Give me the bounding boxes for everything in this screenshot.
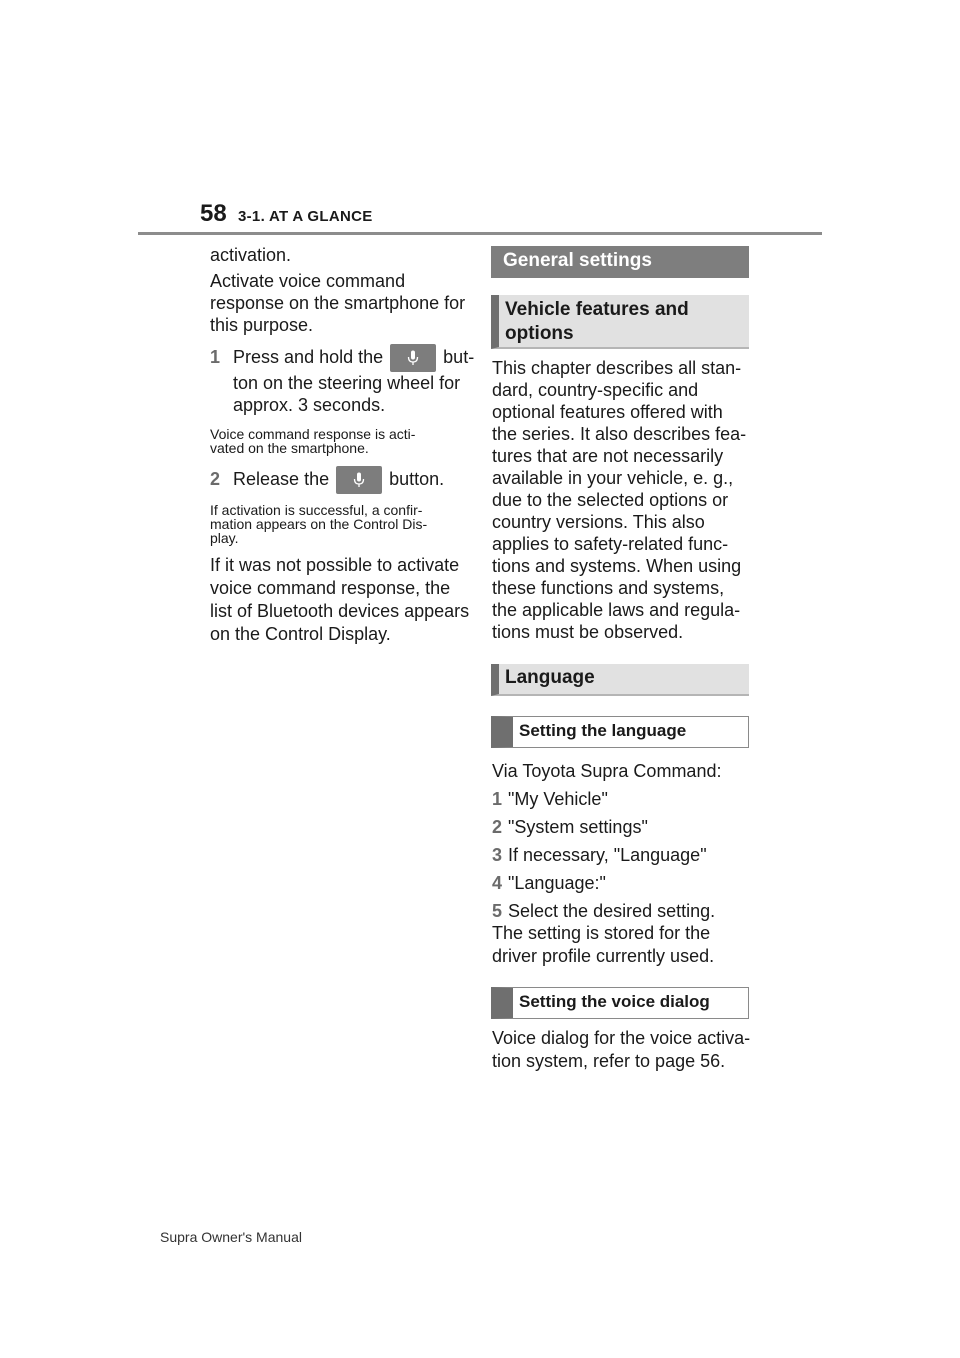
- right-para1: [492, 357, 746, 643]
- text-line: ton on the steering wheel for: [233, 373, 461, 393]
- page-number: 58: [200, 200, 227, 227]
- text-line: Voice dialog for the voice activa-: [492, 1028, 751, 1048]
- left-para1: [210, 270, 465, 336]
- step-number: 1: [210, 347, 221, 367]
- note-1: [210, 427, 415, 455]
- text-line: the applicable laws and regula-: [492, 600, 741, 620]
- language-heading: Language: [491, 664, 749, 696]
- text-line: This chapter describes all stan-: [492, 358, 742, 378]
- section-title: 3-1. AT A GLANCE: [238, 208, 373, 225]
- step-text: Press and hold the: [233, 347, 384, 367]
- header-rule: [138, 232, 822, 235]
- list-item: [492, 869, 721, 897]
- text-line: play.: [210, 530, 239, 546]
- text-line: Via Toyota Supra Command:: [492, 761, 722, 781]
- text-line: tion system, refer to page 56.: [492, 1051, 726, 1071]
- text-line: voice command response, the: [210, 578, 451, 598]
- list-item: [492, 813, 721, 841]
- step-text: but-: [443, 347, 475, 367]
- text-line: vated on the smartphone.: [210, 440, 369, 456]
- text-line: optional features offered with: [492, 402, 723, 422]
- text-line: this purpose.: [210, 315, 314, 335]
- step-number: 4: [492, 873, 503, 893]
- step-text: "Language:": [508, 873, 606, 893]
- text-line: tions must be observed.: [492, 622, 684, 642]
- step-text: Select the desired setting.: [508, 901, 716, 921]
- step-text: If necessary, "Language": [508, 845, 707, 865]
- microphone-icon: [353, 472, 365, 488]
- general-settings-heading: General settings: [491, 246, 749, 278]
- list-item: [492, 785, 721, 813]
- step-2: [210, 465, 444, 494]
- left-activation-line: [210, 244, 291, 266]
- note-2: [210, 503, 427, 545]
- step-number: 2: [210, 469, 221, 489]
- vehicle-features-heading: [491, 295, 749, 349]
- step-number: 1: [492, 789, 503, 809]
- text-line: approx. 3 seconds.: [233, 395, 386, 415]
- text-line: activation.: [210, 245, 292, 265]
- voice-button-key: [390, 344, 436, 372]
- text-line: dard, country-specific and: [492, 380, 699, 400]
- step-text: "System settings": [508, 817, 648, 837]
- text-line: applies to safety-related func-: [492, 534, 729, 554]
- text-line: tures that are not necessarily: [492, 446, 724, 466]
- text-line: tions and systems. When using: [492, 556, 742, 576]
- step-1-continued: [233, 372, 460, 416]
- text-line: If activation is successful, a confir-: [210, 502, 423, 518]
- text-line: available in your vehicle, e. g.,: [492, 468, 734, 488]
- text-line: country versions. This also: [492, 512, 705, 532]
- step-text: button.: [389, 469, 445, 489]
- footer-manual-title: Supra Owner's Manual: [160, 1229, 302, 1245]
- voice-dialog-text: [492, 1027, 750, 1073]
- step-number: 2: [492, 817, 503, 837]
- step-number: 5: [492, 901, 503, 921]
- text-line: response on the smartphone for: [210, 293, 466, 313]
- left-para2: [210, 554, 469, 646]
- voice-button-key: [336, 466, 382, 494]
- voice-dialog-heading: Setting the voice dialog: [491, 987, 749, 1019]
- step-1: [210, 343, 474, 372]
- heading-line: Vehicle features and: [505, 299, 689, 320]
- text-line: the series. It also describes fea-: [492, 424, 747, 444]
- list-item: [492, 897, 721, 925]
- text-line: list of Bluetooth devices appears: [210, 601, 470, 621]
- text-line: Activate voice command: [210, 271, 406, 291]
- list-item: [492, 841, 721, 869]
- heading-line: options: [505, 323, 574, 344]
- step-text: "My Vehicle": [508, 789, 608, 809]
- microphone-icon: [407, 350, 419, 366]
- step-number: 3: [492, 845, 503, 865]
- text-line: driver profile currently used.: [492, 946, 715, 966]
- step-text: Release the: [233, 469, 330, 489]
- text-line: If it was not possible to activate: [210, 555, 460, 575]
- stored-text: [492, 922, 714, 968]
- text-line: due to the selected options or: [492, 490, 729, 510]
- text-line: these functions and systems,: [492, 578, 725, 598]
- text-line: The setting is stored for the: [492, 923, 711, 943]
- setting-language-heading: Setting the language: [491, 716, 749, 748]
- text-line: mation appears on the Control Dis-: [210, 516, 428, 532]
- text-line: Voice command response is acti-: [210, 426, 416, 442]
- language-steps: [492, 757, 721, 925]
- text-line: on the Control Display.: [210, 624, 391, 644]
